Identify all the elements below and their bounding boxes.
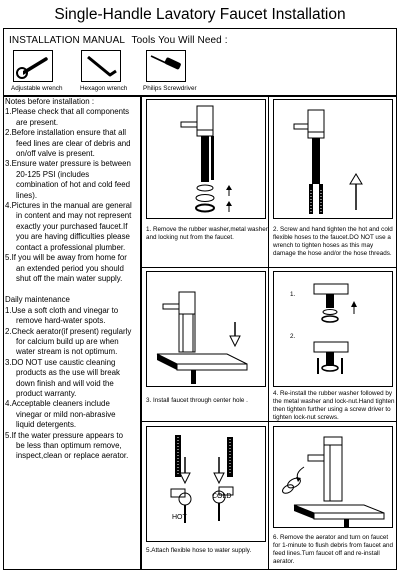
step-2-illustration (273, 99, 393, 219)
tools-heading: Tools You Will Need : (131, 35, 228, 46)
maintenance-item: 2.Check aerator(if present) regularly for calcium build up are when water stream is not optimum. (5, 326, 132, 357)
step-4-illustration (273, 271, 393, 387)
adjustable-wrench-icon (14, 51, 52, 81)
aerator-flush-drawing (274, 427, 392, 527)
note-item: 3.Ensure water pressure is between 20-125 PSI (includes combination of hot and cold feed lines). (5, 159, 131, 200)
hex-key-tool (81, 50, 121, 82)
tool-label-hex: Hexagon wrench (80, 85, 128, 92)
step-4-sub-1: 1. (290, 291, 296, 298)
tools-header (9, 35, 228, 46)
step-4-text: 4. Re-install the rubber washer followed by the metal washer and lock-nut.Hand tighten then tighten further using a screw driver to tighten lock-nut screws. (273, 390, 395, 421)
maintenance-item: 4.Acceptable cleaners include vinegar or mild non-abrasive liquid detergents. (5, 399, 116, 430)
cold-label: COLD (212, 493, 232, 500)
step-6-illustration (273, 426, 393, 528)
step-4-sub-2: 2. (290, 333, 296, 340)
faucet-parts-drawing (147, 100, 265, 218)
faucet-hoses-drawing (274, 100, 392, 218)
notes-heading: Notes before installation : (5, 97, 95, 106)
tool-label-wrench: Adjustable wrench (11, 85, 63, 92)
maintenance-item: 3.DO NOT use caustic cleaning products as the use will break down finish and will void the product warranty. (5, 357, 120, 398)
note-item: 2.Before installation ensure that all feed lines are clear of debris and on/off valve is present. (5, 128, 131, 159)
hex-key-icon (82, 51, 120, 81)
tool-label-screwdriver: Philips Screwdriver (143, 85, 197, 92)
lock-nut-drawing (274, 272, 392, 386)
step-1-illustration (146, 99, 266, 219)
adjustable-wrench-tool (13, 50, 53, 82)
step-2-text: 2. Screw and hand tighten the hot and cold flexible hoses to the faucet.DO NOT use a wrench to tighten hoses as this may damage the hose and/or the hose threads. (273, 226, 393, 257)
notes-text (5, 97, 133, 462)
note-item: 5.If you will be away from home for an extended period you should shut off the main water supply. (5, 253, 127, 283)
step-3-illustration (146, 271, 266, 387)
maintenance-heading: Daily maintenance (5, 295, 70, 305)
note-item: 1.Please check that all components are present. (5, 107, 130, 127)
maintenance-item: 5.If the water pressure appears to be less than optimum remove, inspect,clean or replace aerator. (5, 430, 129, 461)
step-6-text: 6. Remove the aerator and turn on faucet for 1-minute to flush debris from faucet and feed lines.Turn faucet off and re-install aerator. (273, 534, 394, 565)
step-5-illustration (146, 426, 266, 542)
note-item: 4.Pictures in the manual are general in content and may not represent exactly your purchased faucet.If you are having difficulties please contact a professional plumber. (5, 201, 132, 252)
faucet-install-drawing (147, 272, 265, 386)
maintenance-item: 1.Use a soft cloth and vinegar to remove hard-water spots. (5, 305, 119, 326)
page-title: Single-Handle Lavatory Faucet Installation (54, 6, 346, 23)
manual-heading: INSTALLATION MANUAL (9, 35, 125, 46)
step-1-text: 1. Remove the rubber washer,metal washer and locking nut from the faucet. (146, 226, 268, 241)
screwdriver-icon (147, 51, 185, 81)
supply-hose-drawing (147, 427, 265, 541)
step-3-text: 3. Install faucet through center hole . (146, 397, 248, 404)
step-5-text: 5.Attach flexible hose to water supply. (146, 547, 252, 554)
screwdriver-tool (146, 50, 186, 82)
hot-label: HOT (172, 514, 187, 521)
